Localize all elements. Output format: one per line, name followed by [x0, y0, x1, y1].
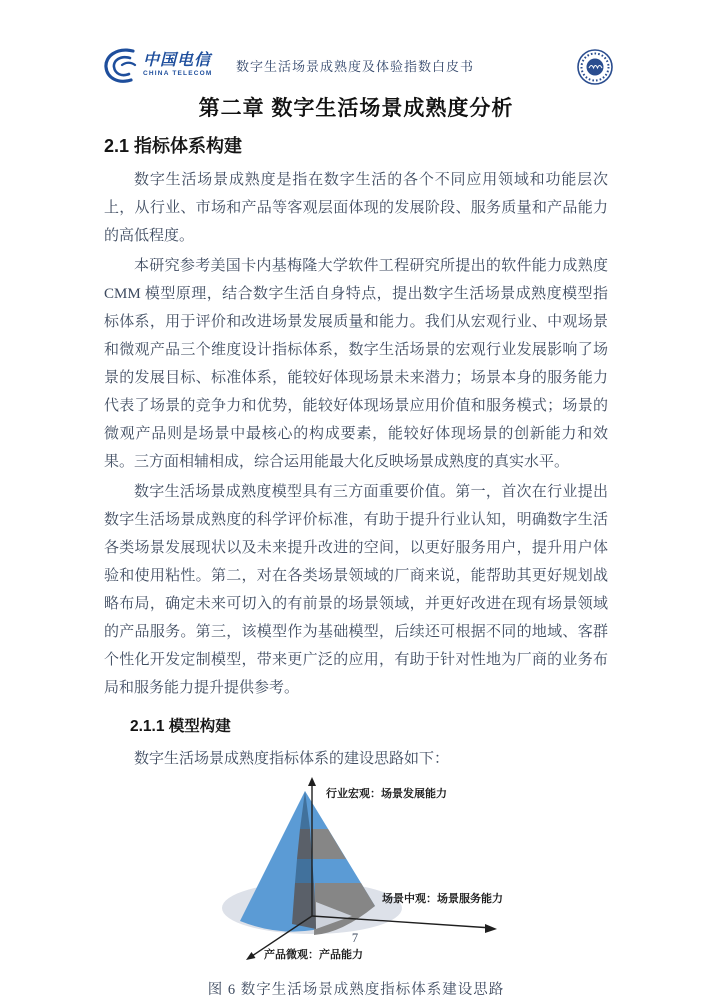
label-micro: 产品微观：产品能力 [264, 949, 363, 961]
page-header [0, 44, 710, 94]
maturity-cone-figure [104, 776, 608, 999]
content-column [0, 90, 710, 999]
paragraph-model-origin: 本研究参考美国卡内基梅隆大学软件工程研究所提出的软件能力成熟度 CMM 模型原理，结合数字生活自身特点，提出数字生活场景成熟度模型指标体系，用于评价和改进场景发展质量和能力。我们从宏观行业、中观场景和微观产品三个维度设计指标体系，数字生活场景的宏观行业发展影响了场景的发展目标、标准体系，能较好体现场景未来潜力；场景本身的服务能力代表了场景的竞争力和优势，能较好体现场景应用价值和服务模式；场景的微观产品则是场景中最核心的构成要素，能较好体现场景的创新能力和效果。三方面相辅相成，综合运用能最大化反映场景成熟度的真实水平。 [104, 258, 608, 470]
paragraph-definition: 数字生活场景成熟度是指在数字生活的各个不同应用领域和功能层次上，从行业、市场和产品等客观层面体现的发展阶段、服务质量和产品能力的高低程度。 [104, 172, 608, 244]
section-title: 2.1 指标体系构建 [104, 136, 243, 156]
label-macro: 行业宏观：场景发展能力 [326, 788, 447, 800]
paragraph-model-value: 数字生活场景成熟度模型具有三方面重要价值。第一，首次在行业提出数字生活场景成熟度的科学评价标准，有助于提升行业认知，明确数字生活各类场景发展现状以及未来提升改进的空间，以更好服务用户，提升用户体验和使用粘性。第二，对在各类场景领域的厂商来说，能帮助其更好规划战略布局，确定未来可切入的有前景的场景领域，并更好改进在现有场景领域的产品服务。第三，该模型作为基础模型，后续还可根据不同的地域、客群个性化开发定制模型，带来更广泛的应用，有助于针对性地为厂商的业务布局和服务能力提升提供参考。 [104, 484, 608, 696]
document-title: 数字生活场景成熟度及体验指数白皮书 [235, 59, 474, 74]
figure-intro-text: 数字生活场景成熟度指标体系的建设思路如下： [134, 751, 450, 767]
diagonal-axis-arrow [246, 952, 256, 960]
cone-diagram [200, 776, 520, 976]
logo-en-text: CHINA TELECOM [143, 69, 213, 77]
cone-gray-band-upper [311, 829, 346, 859]
page-number: 7 [351, 931, 359, 945]
logo-cn-text: 中国电信 [143, 51, 212, 69]
round-seal-logo [576, 48, 614, 86]
vertical-axis-arrow [308, 777, 316, 786]
chapter-title: 第二章 数字生活场景成熟度分析 [198, 97, 514, 120]
figure-caption: 图 6 数字生活场景成熟度指标体系建设思路 [207, 982, 505, 998]
subsection-title: 2.1.1 模型构建 [130, 718, 231, 735]
label-meso: 场景中观：场景服务能力 [382, 893, 503, 905]
cut-face-mid [295, 859, 314, 883]
